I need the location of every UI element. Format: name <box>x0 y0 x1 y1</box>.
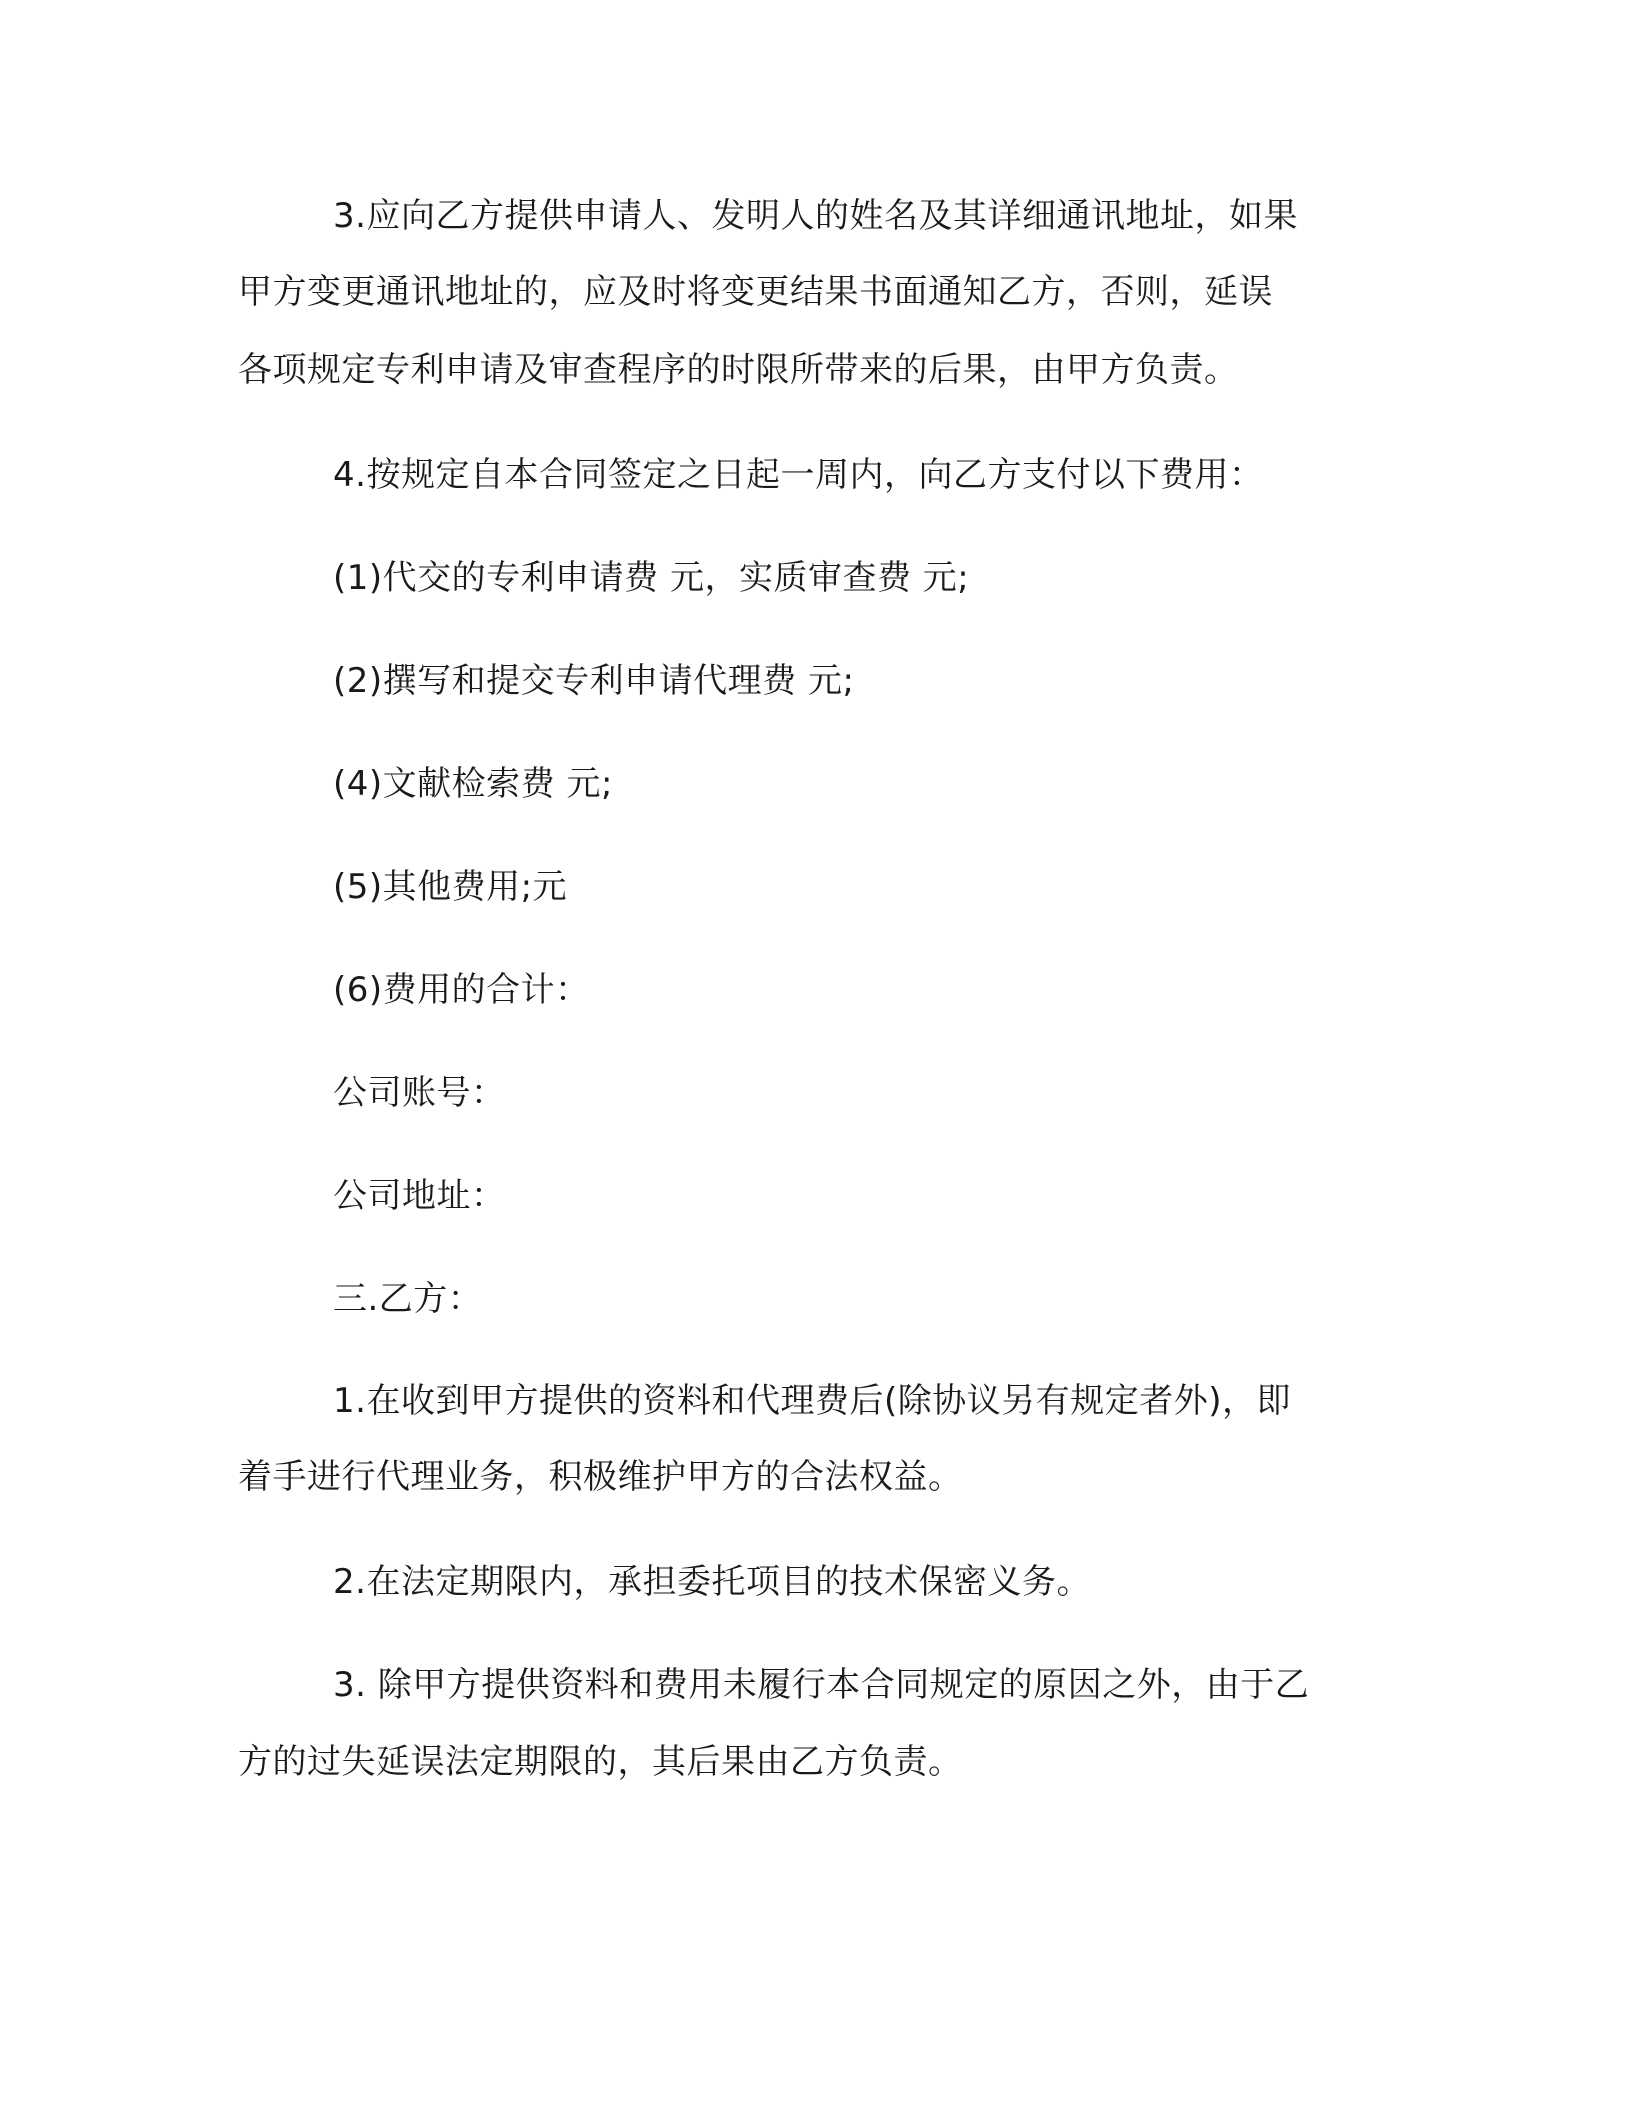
paragraph-b3-line-2: 方的过失延误法定期限的，其后果由乙方负责。 <box>238 1742 963 1782</box>
paragraph-a4: 4.按规定自本合同签定之日起一周内，向乙方支付以下费用： <box>333 455 1264 495</box>
company-address: 公司地址： <box>333 1176 506 1216</box>
paragraph-a3-line-2: 甲方变更通讯地址的，应及时将变更结果书面通知乙方，否则，延误 <box>238 272 1273 312</box>
fee-item-2: (2)撰写和提交专利申请代理费 元; <box>333 661 855 701</box>
company-account: 公司账号： <box>333 1073 506 1113</box>
fee-item-6: (6)费用的合计： <box>333 970 590 1010</box>
fee-item-1: (1)代交的专利申请费 元，实质审查费 元; <box>333 558 970 598</box>
paragraph-a3-line-3: 各项规定专利申请及审查程序的时限所带来的后果，由甲方负责。 <box>238 350 1239 390</box>
paragraph-b1-line-2: 着手进行代理业务，积极维护甲方的合法权益。 <box>238 1457 963 1497</box>
paragraph-a3-line-1: 3.应向乙方提供申请人、发明人的姓名及其详细通讯地址，如果 <box>333 196 1298 236</box>
section-heading-party-b: 三.乙方： <box>333 1279 483 1319</box>
paragraph-b1-line-1: 1.在收到甲方提供的资料和代理费后(除协议另有规定者外)，即 <box>333 1381 1291 1421</box>
fee-item-4: (4)文献检索费 元; <box>333 764 613 804</box>
paragraph-b2: 2.在法定期限内，承担委托项目的技术保密义务。 <box>333 1562 1091 1602</box>
fee-item-5: (5)其他费用;元 <box>333 867 568 907</box>
paragraph-b3-line-1: 3. 除甲方提供资料和费用未履行本合同规定的原因之外，由于乙 <box>333 1665 1310 1705</box>
